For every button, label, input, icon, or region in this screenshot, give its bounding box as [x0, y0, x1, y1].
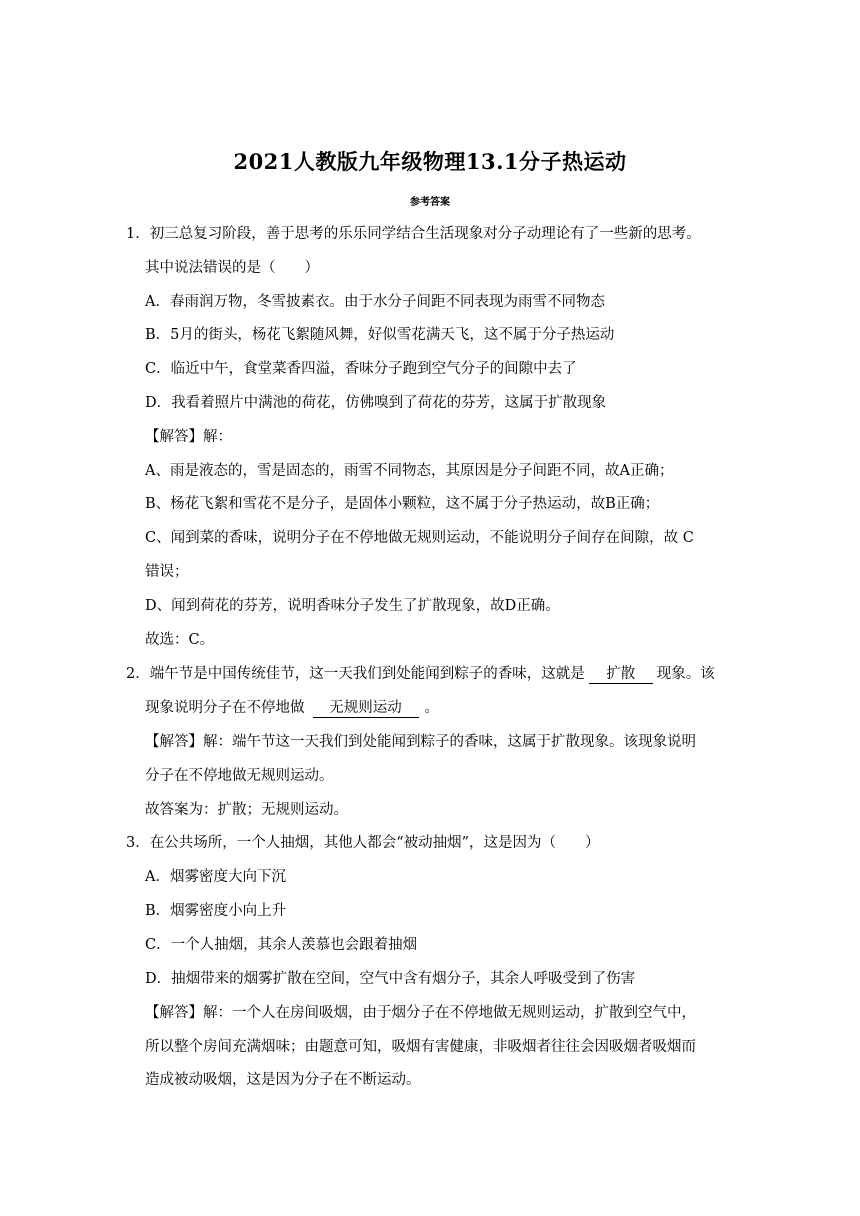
- question-2-conclusion: 故答案为：扩散；无规则运动。: [145, 802, 348, 818]
- question-1-number: 1．: [126, 226, 150, 242]
- answer-blank-1: 扩散: [589, 665, 653, 684]
- question-1-option-a: A．春雨润万物，冬雪披素衣。由于水分子间距不同表现为雨雪不同物态: [145, 294, 605, 310]
- question-1-stem: 1．初三总复习阶段，善于思考的乐乐同学结合生活现象对分子动理论有了一些新的思考。: [126, 226, 701, 242]
- question-3-stem: 3．在公共场所，一个人抽烟，其他人都会“被动抽烟”，这是因为（ ）: [126, 835, 600, 851]
- question-3-analysis-line: 造成被动吸烟，这是因为分子在不断运动。: [145, 1072, 421, 1088]
- question-3-analysis-line: 【解答】解：一个人在房间吸烟，由于烟分子在不停地做无规则运动，扩散到空气中，: [145, 1005, 696, 1021]
- question-2-stem-line-2: 现象说明分子在不停地做 无规则运动 。: [145, 700, 439, 716]
- question-1-option-d: D．我看着照片中满池的荷花，仿佛嗅到了荷花的芬芳，这属于扩散现象: [145, 395, 607, 411]
- question-3-option-c: C．一个人抽烟，其余人羡慕也会跟着抽烟: [145, 937, 418, 953]
- answer-blank-2: 无规则运动: [313, 699, 419, 718]
- page-subtitle: 参考答案: [410, 197, 450, 208]
- question-3-option-b: B．烟雾密度小向上升: [145, 903, 287, 919]
- question-1-option-b: B．5月的街头，杨花飞絮随风舞，好似雪花满天飞，这不属于分子热运动: [145, 327, 615, 343]
- question-1-analysis-line: C、闻到菜的香味，说明分子在不停地做无规则运动，不能说明分子间存在间隙，故 C: [145, 530, 694, 546]
- question-1-analysis-line: D、闻到荷花的芬芳，说明香味分子发生了扩散现象，故D正确。: [145, 598, 560, 614]
- question-1-analysis-line: A、雨是液态的，雪是固态的，雨雪不同物态，其原因是分子间距不同，故A正确；: [145, 463, 674, 479]
- question-1-analysis-line: 错误；: [145, 564, 189, 580]
- question-1-stem-line-2: 其中说法错误的是（ ）: [145, 260, 319, 276]
- question-3-number: 3．: [126, 835, 150, 851]
- question-1-conclusion: 故选：C。: [145, 632, 215, 648]
- question-2-analysis-line: 【解答】解：端午节这一天我们到处能闻到粽子的香味，这属于扩散现象。该现象说明: [145, 734, 696, 750]
- question-3-option-d: D．抽烟带来的烟雾扩散在空间，空气中含有烟分子，其余人呼吸受到了伤害: [145, 971, 636, 987]
- question-2-stem: 2．端午节是中国传统佳节，这一天我们到处能闻到粽子的香味，这就是 扩散 现象。该: [126, 666, 715, 682]
- question-1-answer-heading: 【解答】解：: [145, 429, 232, 445]
- question-2-analysis-line: 分子在不停地做无规则运动。: [145, 768, 334, 784]
- page-title: 2021人教版九年级物理13.1分子热运动: [233, 149, 627, 174]
- question-1-analysis-line: B、杨花飞絮和雪花不是分子，是固体小颗粒，这不属于分子热运动，故B正确；: [145, 496, 660, 512]
- question-3-option-a: A．烟雾密度大向下沉: [145, 869, 286, 885]
- question-2-number: 2．: [126, 666, 150, 682]
- question-1-option-c: C．临近中午，食堂菜香四溢，香味分子跑到空气分子的间隙中去了: [145, 361, 577, 377]
- question-3-analysis-line: 所以整个房间充满烟味；由题意可知，吸烟有害健康，非吸烟者往往会因吸烟者吸烟而: [145, 1039, 696, 1055]
